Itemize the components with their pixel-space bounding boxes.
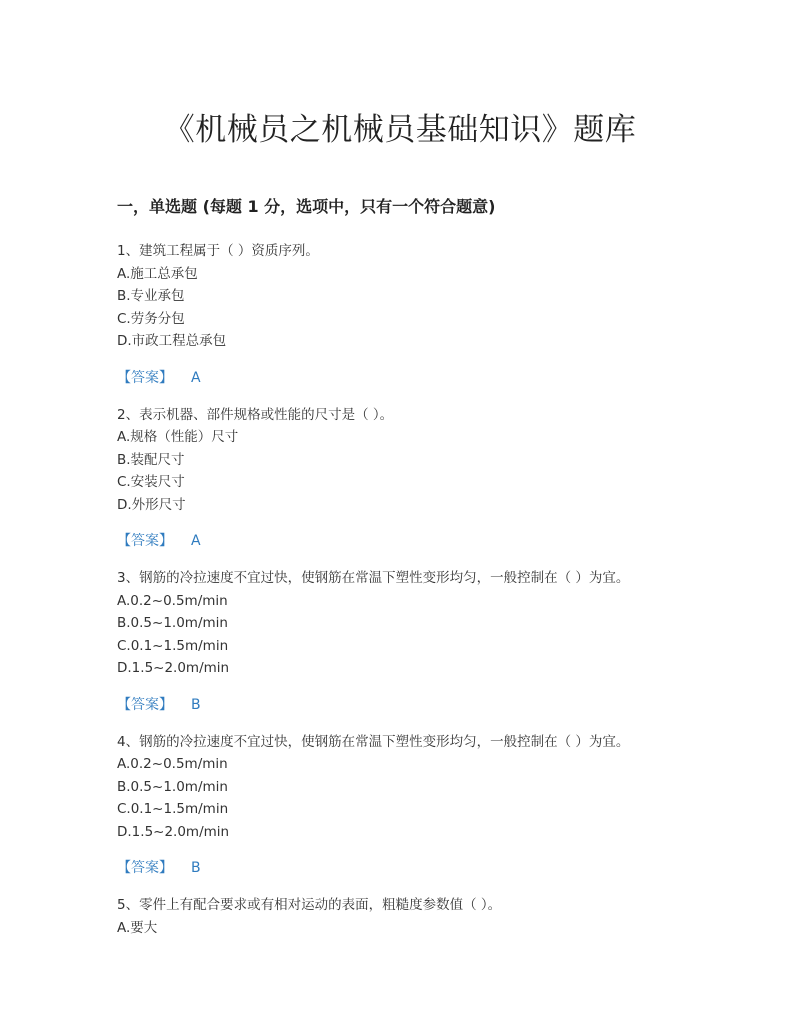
question-option: B.0.5~1.0m/min bbox=[117, 615, 228, 631]
question-stem: 3、钢筋的冷拉速度不宜过快，使钢筋在常温下塑性变形均匀，一般控制在（ ）为宜。 bbox=[117, 570, 630, 586]
question-item bbox=[117, 894, 757, 939]
question-item bbox=[117, 404, 757, 553]
question-option: A.规格（性能）尺寸 bbox=[117, 429, 239, 445]
question-option: B.装配尺寸 bbox=[117, 451, 185, 468]
question-list bbox=[117, 240, 757, 939]
section-heading: 一，单选题 (每题 1 分，选项中，只有一个符合题意) bbox=[117, 197, 496, 216]
answer-value: A bbox=[191, 533, 201, 549]
question-option: A.要大 bbox=[117, 919, 158, 936]
question-stem: 4、钢筋的冷拉速度不宜过快，使钢筋在常温下塑性变形均匀，一般控制在（ ）为宜。 bbox=[117, 733, 630, 750]
answer-value: B bbox=[191, 696, 201, 713]
question-stem: 5、零件上有配合要求或有相对运动的表面，粗糙度参数值（ ）。 bbox=[117, 897, 502, 913]
question-option: C.安装尺寸 bbox=[117, 474, 185, 490]
question-stem: 2、表示机器、部件规格或性能的尺寸是（ ）。 bbox=[117, 406, 394, 423]
answer-label: 【答案】 bbox=[117, 533, 173, 549]
question-option: D.1.5~2.0m/min bbox=[117, 823, 230, 840]
question-option: A.0.2~0.5m/min bbox=[117, 756, 228, 772]
question-item bbox=[117, 731, 757, 880]
question-option: C.0.1~1.5m/min bbox=[117, 801, 229, 817]
question-item bbox=[117, 567, 757, 716]
answer-label: 【答案】 bbox=[117, 860, 173, 876]
question-option: C.0.1~1.5m/min bbox=[117, 637, 229, 654]
question-option: A.0.2~0.5m/min bbox=[117, 592, 228, 609]
question-option: A.施工总承包 bbox=[117, 265, 198, 282]
answer-row bbox=[117, 530, 757, 552]
question-item bbox=[117, 240, 757, 389]
answer-row bbox=[117, 694, 757, 716]
question-option: B.专业承包 bbox=[117, 288, 185, 304]
answer-row bbox=[117, 857, 757, 879]
question-option: C.劳务分包 bbox=[117, 310, 185, 327]
question-option: B.0.5~1.0m/min bbox=[117, 778, 228, 795]
question-option: D.外形尺寸 bbox=[117, 496, 186, 513]
answer-value: B bbox=[191, 860, 201, 876]
question-option: D.1.5~2.0m/min bbox=[117, 660, 230, 676]
answer-label: 【答案】 bbox=[117, 369, 173, 386]
answer-value: A bbox=[191, 369, 201, 386]
answer-label: 【答案】 bbox=[117, 696, 173, 713]
question-option: D.市政工程总承包 bbox=[117, 333, 227, 349]
question-stem: 1、建筑工程属于（ ）资质序列。 bbox=[117, 243, 319, 259]
answer-row bbox=[117, 367, 757, 389]
page-title: 《机械员之机械员基础知识》题库 bbox=[163, 112, 637, 148]
